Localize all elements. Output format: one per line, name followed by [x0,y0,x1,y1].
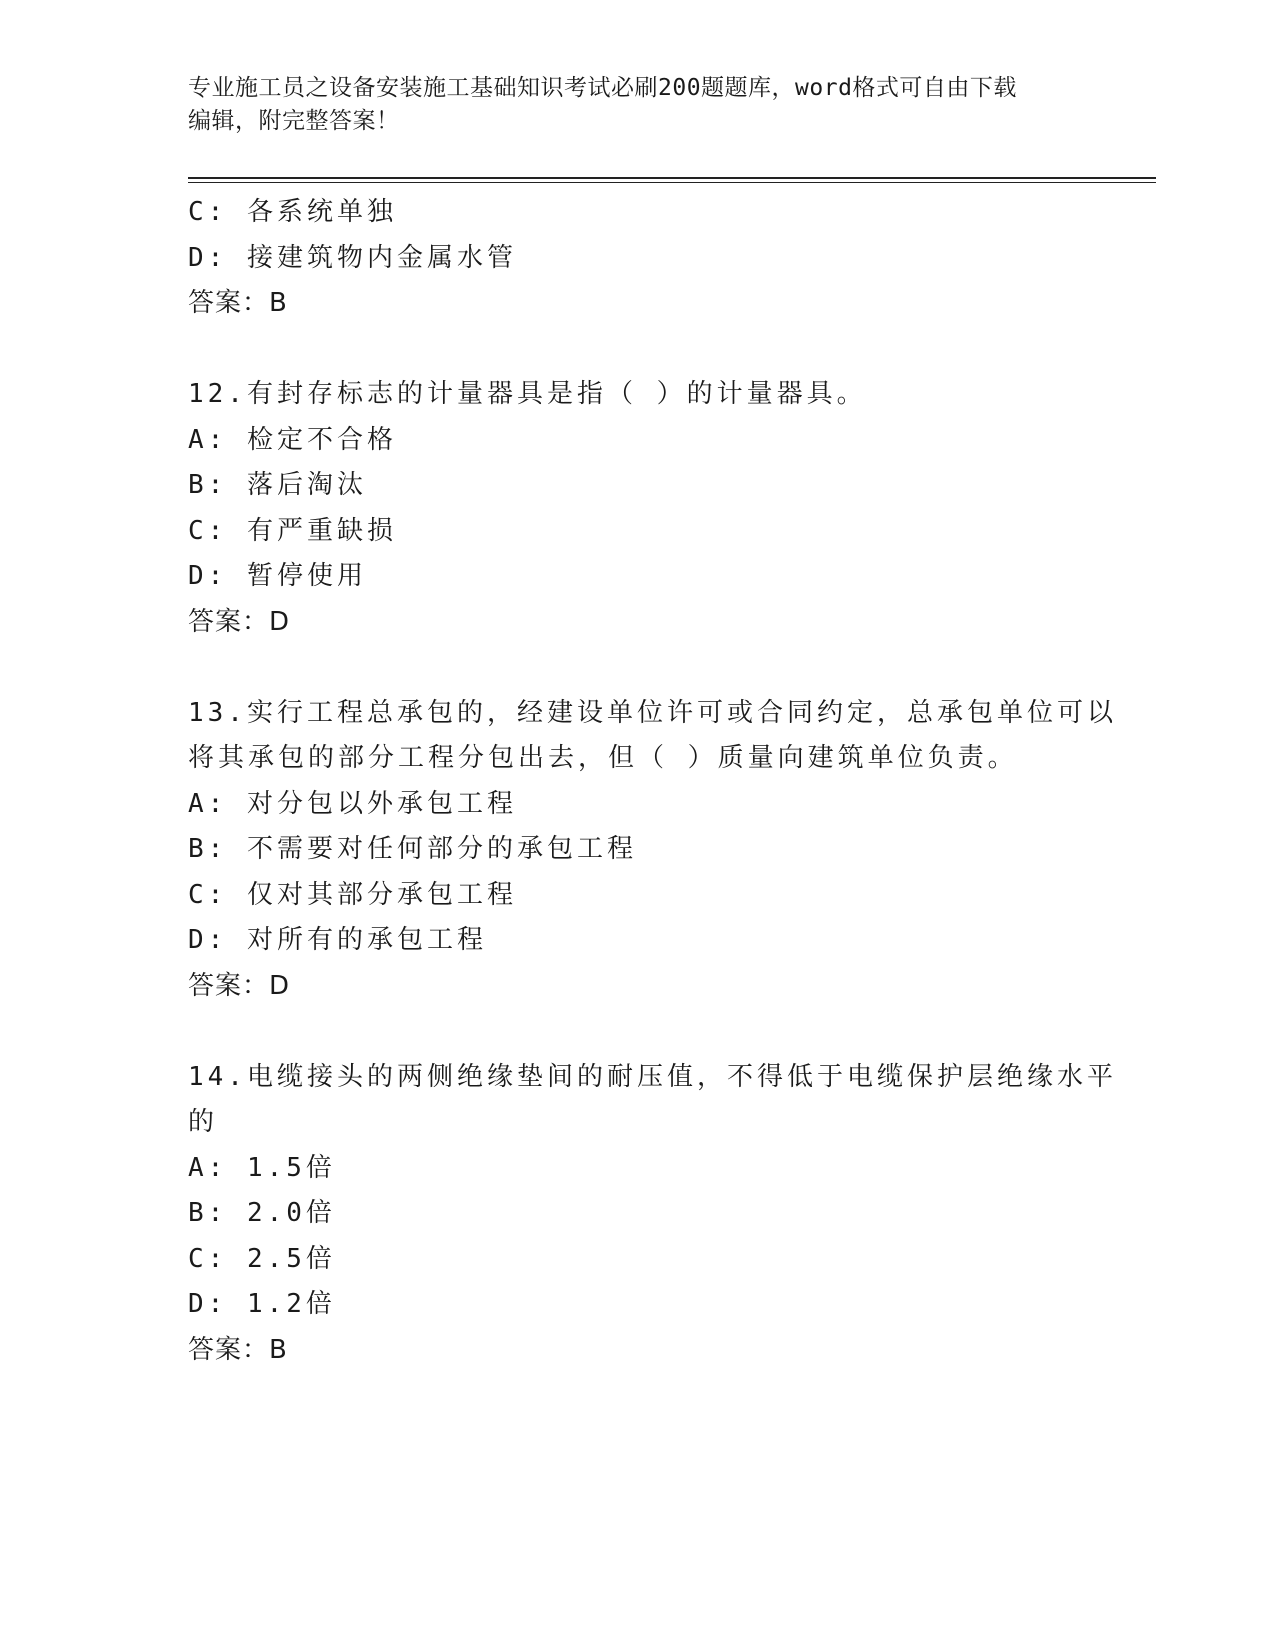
option-text: 暂停使用 [246,561,367,591]
answer-line: 答案：B [188,1334,288,1365]
option-text: 有严重缺损 [246,515,397,546]
question-stem-line-2: 的 [188,1107,219,1137]
option-text: 各系统单独 [246,197,397,227]
option-text: 2.5倍 [246,1243,336,1274]
option-text: 对所有的承包工程 [246,925,487,955]
question-list [188,190,1117,1373]
option-label: B: [188,470,228,500]
option-b [188,827,1088,873]
option-d [188,554,1088,600]
header-divider-thick [188,177,1156,179]
option-a [188,782,1088,828]
option-text: 2.0倍 [246,1198,336,1228]
header-title-line-2: 编辑，附完整答案！ [188,108,400,134]
page-header [188,72,1088,138]
option-label: A: [188,424,228,455]
question-stem-line-2: 将其承包的部分工程分包出去，但（ ）质量向建筑单位负责。 [188,743,1018,773]
option-label: D: [188,1289,228,1319]
option-text: 1.2倍 [246,1289,336,1319]
option-c [188,1237,1088,1283]
answer-line: 答案：D [188,606,291,637]
question-stem-line-1: 13.实行工程总承包的，经建设单位许可或合同约定，总承包单位可以 [188,697,1117,728]
option-label: A: [188,1152,228,1183]
option-text: 落后淘汰 [246,470,367,500]
option-text: 接建筑物内金属水管 [246,242,517,273]
option-text: 仅对其部分承包工程 [246,879,517,910]
header-title-line-1: 专业施工员之设备安装施工基础知识考试必刷200题题库，word格式可自由下载 [188,75,1017,101]
question-stem: 12.有封存标志的计量器具是指（ ）的计量器具。 [188,379,867,409]
option-d [188,1282,1088,1328]
question-stem-line-1: 14.电缆接头的两侧绝缘垫间的耐压值，不得低于电缆保护层绝缘水平 [188,1061,1117,1092]
option-label: B: [188,834,228,864]
option-text: 对分包以外承包工程 [246,788,517,819]
question-11-continuation [188,190,1088,327]
option-c [188,873,1088,919]
option-label: C: [188,1243,228,1274]
option-label: D: [188,925,228,955]
option-a [188,418,1088,464]
answer-line: 答案：D [188,970,291,1001]
option-c [188,509,1088,555]
header-divider-thin [188,182,1156,183]
option-label: D: [188,561,228,591]
option-d [188,236,1088,282]
option-d [188,918,1088,964]
option-text: 检定不合格 [246,424,397,455]
spacer [188,327,1088,373]
option-b [188,1191,1088,1237]
spacer [188,1009,1088,1055]
option-label: B: [188,1198,228,1228]
option-label: A: [188,788,228,819]
option-text: 不需要对任何部分的承包工程 [246,834,637,864]
option-label: C: [188,879,228,910]
question-12 [188,372,1088,645]
option-a [188,1146,1088,1192]
answer-line: 答案：B [188,288,288,318]
option-text: 1.5倍 [246,1152,336,1183]
option-label: D: [188,242,228,273]
option-c [188,190,1088,236]
question-14 [188,1055,1117,1374]
question-13 [188,691,1117,1010]
option-b [188,463,1088,509]
spacer [188,645,1088,691]
option-label: C: [188,515,228,546]
option-label: C: [188,197,228,227]
